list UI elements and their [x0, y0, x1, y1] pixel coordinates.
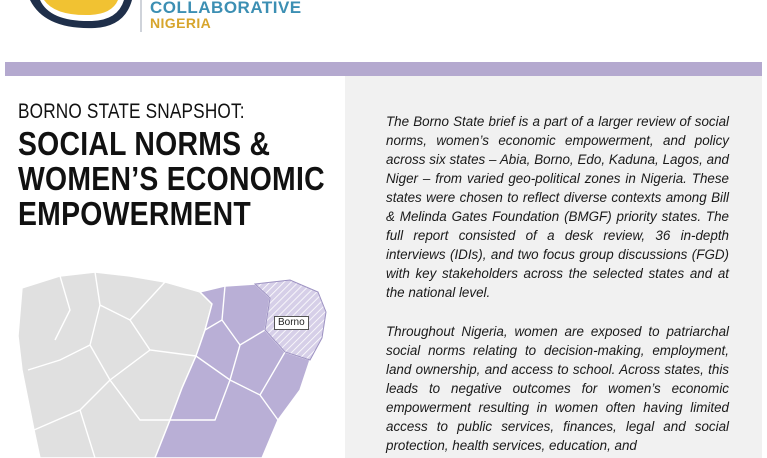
org-name-line2: NIGERIA	[150, 15, 212, 31]
header-band	[5, 62, 762, 76]
logo-icon	[0, 0, 140, 34]
logo-divider	[140, 0, 142, 32]
context-paragraph: Throughout Nigeria, women are exposed to patriarchal social norms relating to decision-making, employment, land ownership, and access to school. Across states, this leads to negative outcomes for women’s economic empowerment resulting in women often having limited access to public services, finances, legal and social protection, health services, education, and	[386, 324, 729, 453]
page-title	[18, 126, 325, 231]
title-line-2: WOMEN’S ECONOMIC	[18, 160, 325, 197]
org-name-line1: COLLABORATIVE	[150, 0, 302, 17]
map-label-borno: Borno	[274, 316, 309, 330]
kicker-text: BORNO STATE SNAPSHOT:	[18, 100, 245, 123]
intro-paragraph: The Borno State brief is a part of a larger review of social norms, women’s economic empowerment, and policy across six states – Abia, Borno, Edo, Kaduna, Lagos, and Niger – from varied geo-political zones in Nigeria. These states were chosen to reflect diverse contexts among Bill & Melinda Gates Foundation (BMGF) priority states. The full report consisted of a desk review, 36 in-depth interviews (IDIs), and two focus group discussions (FGD) with key stakeholders across the selected states and at the national level.	[386, 114, 729, 300]
title-line-3: EMPOWERMENT	[18, 195, 252, 232]
header	[0, 0, 767, 62]
nigeria-map	[0, 262, 345, 458]
title-line-1: SOCIAL NORMS &	[18, 125, 271, 162]
